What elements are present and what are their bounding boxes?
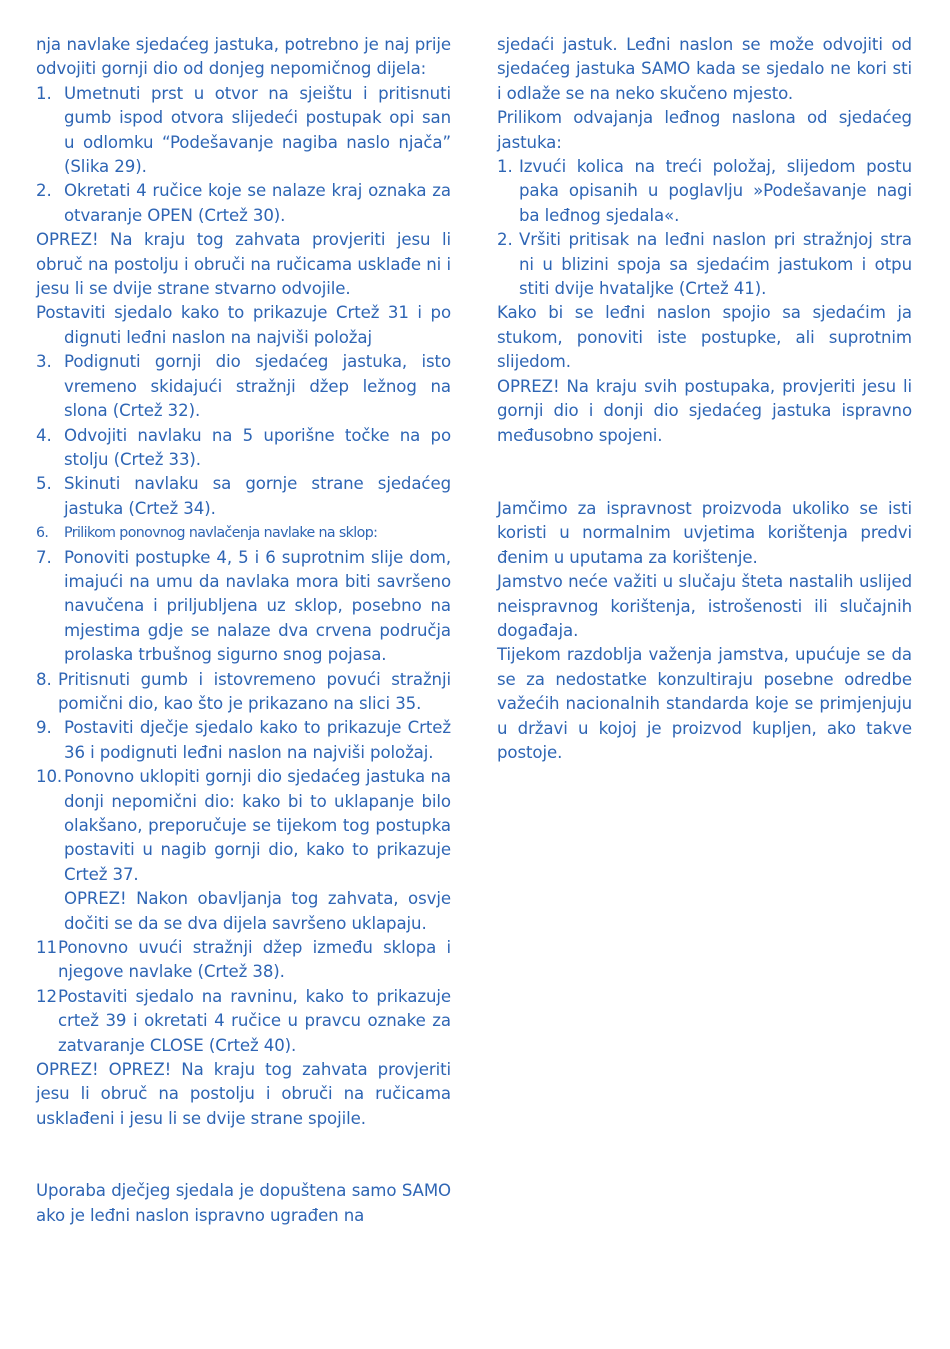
step-number: 1. xyxy=(36,83,52,103)
step-text: Umetnuti prst u otvor na sjeištu i pritisnuti gumb ispod otvora slijedeći postupak opi san u odlomku “Podešavanje nagiba naslo njača” (Slika 29). xyxy=(64,83,451,177)
warranty-paragraph-3: Tijekom razdoblja važenja jamstva, upućuje se da se za nedostatke konzultiraju posebne odredbe važećih nacionalnih standarda koje se primjenjuju u državi u kojoj je proizvod kupljen, ako takve postoje. xyxy=(497,645,912,762)
usage-paragraph: Uporaba dječjeg sjedala je dopuštena samo SAMO ako je leđni naslon ispravno ugrađen na xyxy=(36,1181,451,1225)
step-text: Skinuti navlaku sa gornje strane sjedaćeg jastuka (Crtež 34). xyxy=(64,474,451,518)
step-7 xyxy=(36,546,451,668)
step-8 xyxy=(36,668,451,717)
step-text: Okretati 4 ručice koje se nalaze kraj oznaka za otvaranje OPEN (Crtež 30). xyxy=(64,181,451,225)
step-number: 1. xyxy=(497,157,513,177)
spacer xyxy=(36,1131,451,1179)
step-text: Vršiti pritisak na leđni naslon pri stražnjoj stra ni u blizini spoja sa sjedaćim jastukom i otpu stiti dvije hvataljke (Crtež 41). xyxy=(519,230,912,299)
step-10 xyxy=(36,765,451,887)
step-text: Ponovno uvući stražnji džep između sklopa i njegove navlake (Crtež 38). xyxy=(58,938,451,982)
step-number: 3. xyxy=(36,352,52,372)
step-3 xyxy=(36,350,451,423)
step-text: Ponovno uklopiti gornji dio sjedaćeg jastuka na donji nepomični dio: kako bi to uklapanje bilo olakšano, preporučuje se tijekom tog postupka postaviti u nagib gornji dio, kako to prikazuje Crtež 37. xyxy=(64,767,451,884)
step-number: 8. xyxy=(36,669,52,689)
step-number: 5. xyxy=(36,474,52,494)
step-number: 9. xyxy=(36,718,52,738)
left-column xyxy=(36,33,451,1228)
detach-step-2 xyxy=(497,228,912,301)
step-number: 2. xyxy=(36,181,52,201)
warning-paragraph: OPREZ! Na kraju svih postupaka, provjeriti jesu li gornji dio i donji dio sjedaćeg jastuka ispravno međusobno spojeni. xyxy=(497,376,912,445)
step-text: Pritisnuti gumb i istovremeno povući stražnji pomični dio, kao što je prikazano na slici 35. xyxy=(58,669,451,713)
right-column xyxy=(497,33,912,765)
step-number: 10. xyxy=(36,767,63,787)
warning-paragraph: OPREZ! OPREZ! Na kraju tog zahvata provjeriti jesu li obruč na postolju i obruči na ručicama usklađeni i jesu li se dvije strane spojile. xyxy=(36,1060,451,1128)
step-6 xyxy=(36,521,451,545)
warranty-paragraph-1: Jamčimo za ispravnost proizvoda ukoliko se isti koristi u normalnim uvjetima korištenja predvi đenim u uputama za korištenje. xyxy=(497,498,912,567)
step-number: 7. xyxy=(36,547,52,567)
step-9 xyxy=(36,716,451,765)
step-text: Postaviti sjedalo na ravninu, kako to prikazuje crtež 39 i okretati 4 ručice u pravcu oznake za zatvaranje CLOSE (Crtež 40). xyxy=(58,986,451,1055)
warranty-paragraph-2: Jamstvo neće važiti u slučaju šteta nastalih uslijed neispravnog korištenja, istrošenosti ili slučajnih događaja. xyxy=(497,572,912,640)
step-text: Postaviti dječje sjedalo kako to prikazuje Crtež 36 i podignuti leđni naslon na najviši položaj. xyxy=(64,718,451,762)
step-4 xyxy=(36,424,451,473)
detach-intro: Prilikom odvajanja leđnog naslona od sjedaćeg jastuka: xyxy=(497,108,912,152)
detach-step-1 xyxy=(497,155,912,228)
step-text: Ponoviti postupke 4, 5 i 6 suprotnim slije dom, imajući na umu da navlaka mora biti savršeno navučena i priljubljena uz sklop, posebno na mjestima gdje se nalaze dva crvena područja prolaska trbušnog sigurno snog pojasa. xyxy=(64,547,451,665)
step-5 xyxy=(36,472,451,521)
continuation-paragraph: sjedaći jastuk. Leđni naslon se može odvojiti od sjedaćeg jastuka SAMO kada se sjedalo ne kori sti i odlaže se na neko skučeno mjesto. xyxy=(497,35,912,103)
step-2 xyxy=(36,179,451,228)
step-number: 6. xyxy=(36,525,49,542)
step-1 xyxy=(36,82,451,180)
step-11 xyxy=(36,936,451,985)
reattach-paragraph: Kako bi se leđni naslon spojio sa sjedaćim ja stukom, ponoviti iste postupke, ali suprotnim slijedom. xyxy=(497,303,912,372)
spacer xyxy=(497,448,912,497)
warning-paragraph: OPREZ! Na kraju tog zahvata provjeriti jesu li obruč na postolju i obruči na ručicama usklađe ni i jesu li se dvije strane stvarno odvojile. xyxy=(36,230,451,299)
step-10-warning xyxy=(36,887,451,936)
step-number: 4. xyxy=(36,425,52,445)
step-text: Izvući kolica na treći položaj, slijedom postu paka opisanih u poglavlju »Podešavanje nagi ba leđnog sjedala«. xyxy=(519,157,912,225)
step-number xyxy=(36,887,64,936)
step-number: 2. xyxy=(497,230,513,250)
step-text: Prilikom ponovnog navlačenja navlake na sklop: xyxy=(64,525,378,542)
step-text: OPREZ! Nakon obavljanja tog zahvata, osvje dočiti se da se dva dijela savršeno uklapaju. xyxy=(64,889,451,933)
position-note: Postaviti sjedalo kako to prikazuje Crtež 31 i po dignuti leđni naslon na najviši položaj xyxy=(36,303,451,347)
step-number: 11 xyxy=(36,938,57,958)
step-text: Odvojiti navlaku na 5 uporišne točke na po stolju (Crtež 33). xyxy=(64,425,451,469)
step-number: 12 xyxy=(36,986,57,1006)
intro-paragraph: nja navlake sjedaćeg jastuka, potrebno je naj prije odvojiti gornji dio od donjeg nepomičnog dijela: xyxy=(36,35,451,79)
step-12 xyxy=(36,985,451,1058)
step-text: Podignuti gornji dio sjedaćeg jastuka, isto vremeno skidajući stražnji džep ležnog na slona (Crtež 32). xyxy=(64,352,451,421)
